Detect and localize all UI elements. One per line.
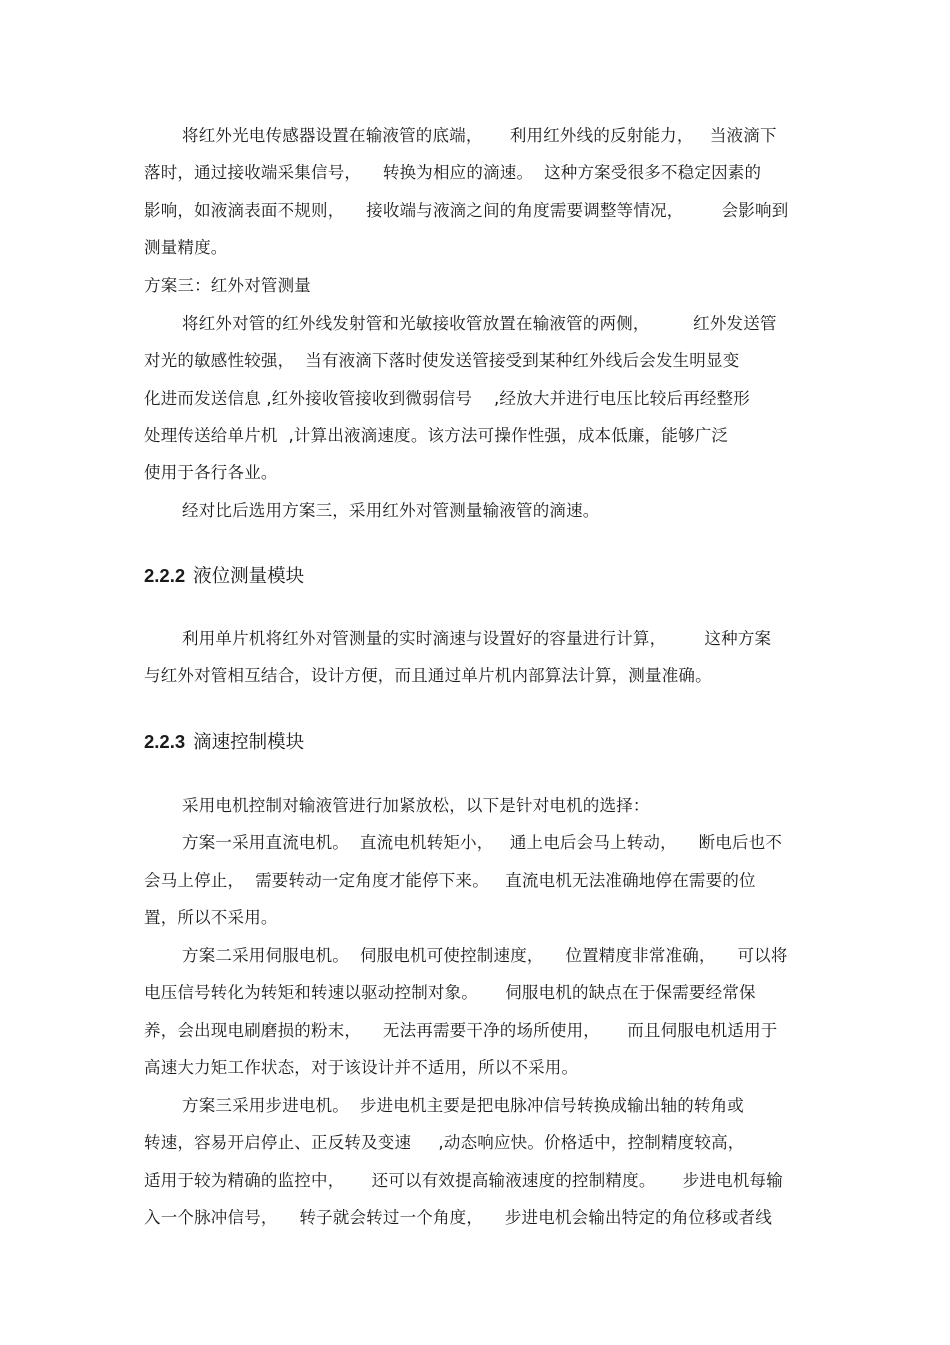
paragraph-line: 使用于各行各业。 [144, 463, 278, 482]
paragraph-line: 养，会出现电刷磨损的粉末， 无法再需要干净的场所使用， 而且伺服电机适用于 [144, 1021, 778, 1040]
section-heading-2-2-3 [144, 730, 304, 755]
paragraph-line: 方案三采用步进电机。 步进电机主要是把电脉冲信号转换成输出轴的转角或 [182, 1096, 744, 1115]
section-title: 液位测量模块 [193, 566, 305, 587]
paragraph-line: 置，所以不采用。 [144, 908, 278, 927]
paragraph-line: 电压信号转化为转矩和转速以驱动控制对象。 伺服电机的缺点在于保需要经常保 [144, 983, 756, 1002]
scheme-title: 方案三：红外对管测量 [144, 276, 311, 295]
section-heading-2-2-2 [144, 564, 304, 589]
paragraph-line: 方案一采用直流电机。 直流电机转矩小， 通上电后会马上转动， 断电后也不 [182, 833, 783, 852]
paragraph-line: 经对比后选用方案三，采用红外对管测量输液管的滴速。 [182, 501, 600, 520]
paragraph-line: 采用电机控制对输液管进行加紧放松，以下是针对电机的选择： [182, 796, 650, 815]
paragraph-line: 会马上停止， 需要转动一定角度才能停下来。 直流电机无法准确地停在需要的位 [144, 871, 756, 890]
paragraph-line: 利用单片机将红外对管测量的实时滴速与设置好的容量进行计算， 这种方案 [182, 629, 772, 648]
paragraph-line: 影响，如液滴表面不规则， 接收端与液滴之间的角度需要调整等情况， 会影响到 [144, 201, 789, 220]
section-number: 2.2.3 [144, 731, 186, 752]
paragraph-line: 高速大力矩工作状态，对于该设计并不适用，所以不采用。 [144, 1058, 579, 1077]
paragraph-line: 适用于较为精确的监控中， 还可以有效提高输液速度的控制精度。 步进电机每输 [144, 1171, 783, 1190]
paragraph-line: 入一个脉冲信号， 转子就会转过一个角度， 步进电机会输出特定的角位移或者线 [144, 1208, 773, 1227]
paragraph-line: 将红外光电传感器设置在输液管的底端， 利用红外线的反射能力， 当液滴下 [182, 126, 777, 145]
paragraph-line: 将红外对管的红外线发射管和光敏接收管放置在输液管的两侧， 红外发送管 [182, 314, 777, 333]
paragraph-line: 与红外对管相互结合，设计方便，而且通过单片机内部算法计算，测量准确。 [144, 666, 712, 685]
paragraph-line: 化进而发送信息 ,红外接收管接收到微弱信号 ,经放大并进行电压比较后再经整形 [144, 389, 750, 408]
paragraph-line: 落时，通过接收端采集信号， 转换为相应的滴速。 这种方案受很多不稳定因素的 [144, 163, 762, 182]
section-title: 滴速控制模块 [193, 732, 305, 753]
paragraph-line: 转速，容易开启停止、正反转及变速 ,动态响应快。价格适中，控制精度较高， [144, 1133, 745, 1152]
paragraph-line: 处理传送给单片机 ,计算出液滴速度。该方法可操作性强，成本低廉，能够广泛 [144, 426, 729, 445]
paragraph-line: 方案二采用伺服电机。 伺服电机可使控制速度， 位置精度非常准确， 可以将 [182, 946, 788, 965]
section-number: 2.2.2 [144, 565, 186, 586]
paragraph-line: 测量精度。 [144, 238, 228, 257]
paragraph-line: 对光的敏感性较强， 当有液滴下落时使发送管接受到某种红外线后会发生明显变 [144, 351, 740, 370]
